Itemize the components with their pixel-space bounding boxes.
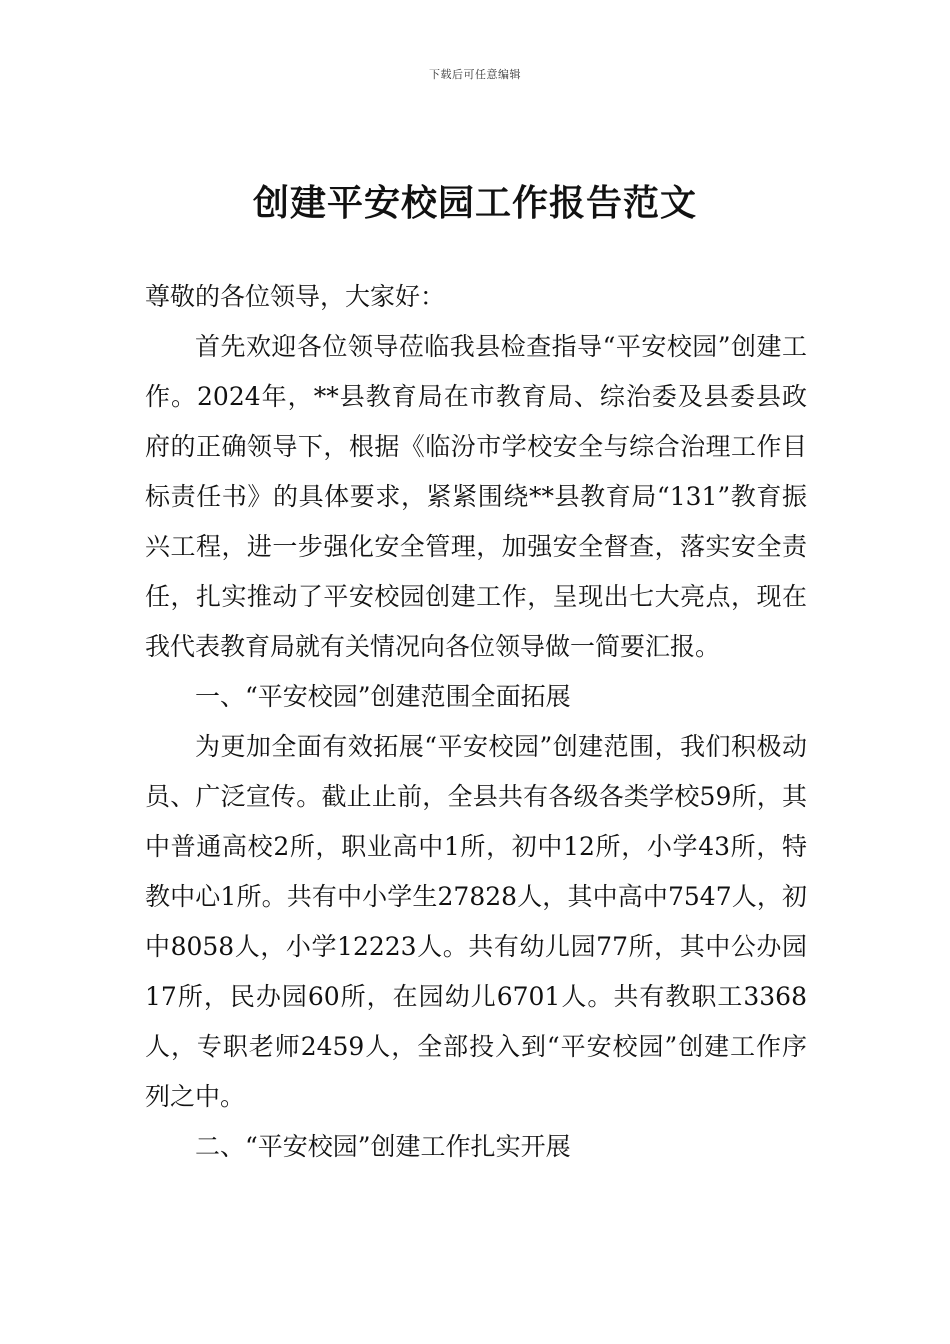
section-heading-1: 一、“平安校园”创建范围全面拓展 bbox=[195, 682, 571, 711]
header-note: 下载后可任意编辑 bbox=[429, 68, 521, 81]
document-body bbox=[145, 272, 807, 1172]
section-heading-2: 二、“平安校园”创建工作扎实开展 bbox=[195, 1132, 571, 1161]
salutation: 尊敬的各位领导，大家好： bbox=[145, 282, 446, 311]
section-1-paragraph: 为更加全面有效拓展“平安校园”创建范围，我们积极动员、广泛宣传。截止止前，全县共有各级各类学校59所，其中普通高校2所，职业高中1所，初中12所，小学43所，特教中心1所。共有中小学生27828人，其中高中7547人，初中8058人，小学12223人。共有幼儿园77所，其中公办园17所，民办园60所，在园幼儿6701人。共有教职工3368人，专职老师2459人，全部投入到“平安校园”创建工作序列之中。 bbox=[145, 732, 807, 1111]
document-title: 创建平安校园工作报告范文 bbox=[252, 183, 697, 224]
intro-paragraph: 首先欢迎各位领导莅临我县检查指导“平安校园”创建工作。2024年，**县教育局在市教育局、综治委及县委县政府的正确领导下，根据《临汾市学校安全与综合治理工作目标责任书》的具体要求，紧紧围绕**县教育局“131”教育振兴工程，进一步强化安全管理，加强安全督查，落实安全责任，扎实推动了平安校园创建工作，呈现出七大亮点，现在我代表教育局就有关情况向各位领导做一简要汇报。 bbox=[145, 332, 807, 661]
